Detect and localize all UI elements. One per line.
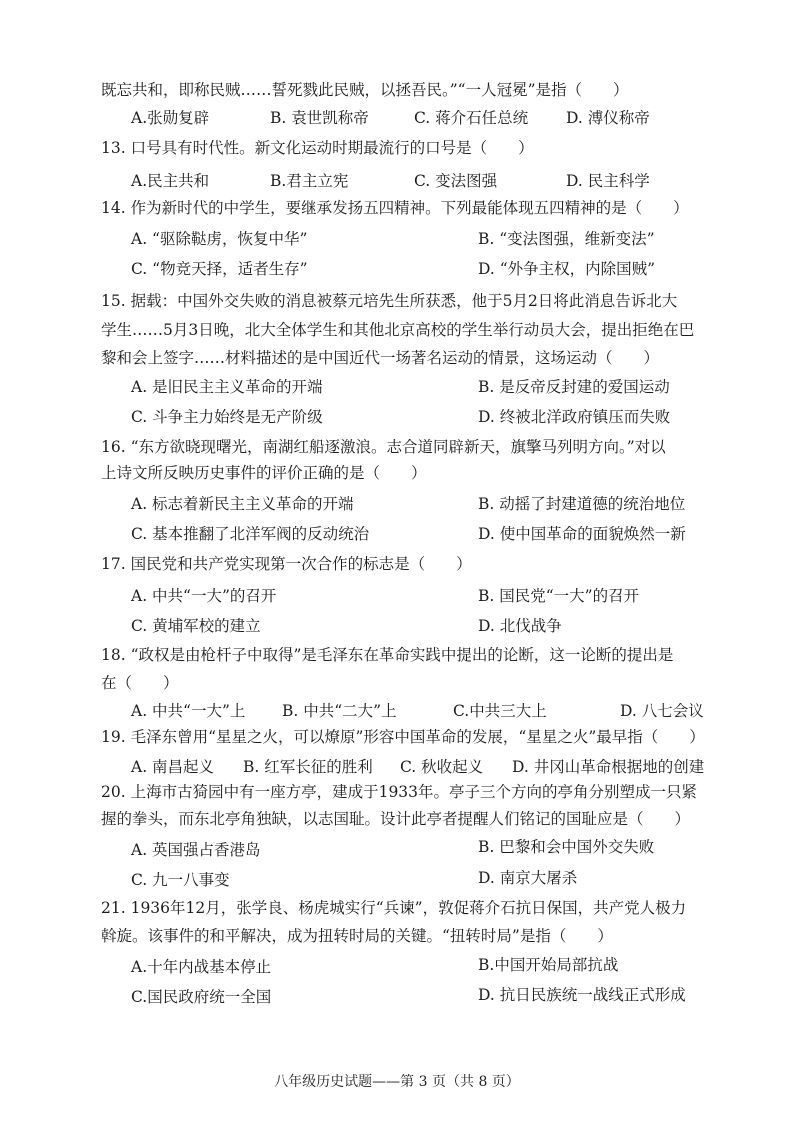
question-17-option-d: D. 北伐战争 xyxy=(478,617,562,635)
question-16-option-a: A. 标志着新民主主义革命的开端 xyxy=(131,495,354,513)
question-14-option-a: A. “驱除鞑虏，恢复中华” xyxy=(131,230,308,248)
question-20-stem-line-2: 握的拳头，而东北亭角独缺，以志国耻。设计此亭者提醒人们铭记的国耻应是（ ） xyxy=(101,810,691,828)
question-19-option-d: D. 井冈山革命根据地的创建 xyxy=(512,758,705,776)
question-17-option-b: B. 国民党“一大”的召开 xyxy=(478,587,640,605)
page-footer: 八年级历史试题——第 3 页（共 8 页） xyxy=(274,1074,520,1090)
question-13-option-a: A.民主共和 xyxy=(131,172,210,190)
question-13-option-c: C. 变法图强 xyxy=(414,172,498,190)
question-18-stem-line-1: 18. “政权是由枪杆子中取得”是毛泽东在革命实践中提出的论断，这一论断的提出是 xyxy=(101,646,674,664)
question-20-stem-line-1: 20. 上海市古猗园中有一座方亭，建成于1933年。亭子三个方向的亭角分别塑成一只紧 xyxy=(101,783,698,801)
question-15-option-c: C. 斗争主力始终是无产阶级 xyxy=(131,408,323,426)
question-19-option-c: C. 秋收起义 xyxy=(400,758,484,776)
question-12-option-a: A.张勋复辟 xyxy=(131,109,210,127)
question-15-option-a: A. 是旧民主主义革命的开端 xyxy=(131,378,323,396)
question-17-option-c: C. 黄埔军校的建立 xyxy=(131,617,261,635)
question-14-stem: 14. 作为新时代的中学生，要继承发扬五四精神。下列最能体现五四精神的是（ ） xyxy=(101,199,689,217)
question-19-stem: 19. 毛泽东曾用“星星之火，可以燎原”形容中国革命的发展，“星星之火”最早指（ ） xyxy=(101,728,705,746)
question-21-option-c: C.国民政府统一全国 xyxy=(131,988,272,1006)
question-16-stem-line-1: 16. “东方欲晓现曙光，南湖红船逐激浪。志合道同辟新天，旗擎马列明方向。”对以 xyxy=(101,438,666,456)
question-15-stem-line-1: 15. 据载：中国外交失败的消息被蔡元培先生所获悉，他于5月2日将此消息告诉北大 xyxy=(101,292,678,310)
question-18-option-d: D. 八七会议 xyxy=(620,702,704,720)
question-21-option-a: A.十年内战基本停止 xyxy=(131,958,272,976)
question-16-option-d: D. 使中国革命的面貌焕然一新 xyxy=(478,525,686,543)
question-15-stem-line-2: 学生……5月3日晚，北大全体学生和其他北京高校的学生举行动员大会，提出拒绝在巴 xyxy=(101,321,695,339)
question-18-stem-line-2: 在（ ） xyxy=(101,674,179,692)
question-18-option-b: B. 中共“二大”上 xyxy=(282,702,397,720)
question-16-stem-line-2: 上诗文所反映历史事件的评价正确的是（ ） xyxy=(101,464,427,482)
question-21-option-d: D. 抗日民族统一战线正式形成 xyxy=(478,986,686,1004)
question-13-stem: 13. 口号具有时代性。新文化运动时期最流行的口号是（ ） xyxy=(101,139,534,157)
question-21-option-b: B.中国开始局部抗战 xyxy=(478,956,619,974)
question-20-option-b: B. 巴黎和会中国外交失败 xyxy=(478,838,655,856)
question-14-option-c: C. “物竞天择，适者生存” xyxy=(131,260,308,278)
question-19-option-a: A. 南昌起义 xyxy=(131,758,215,776)
question-20-option-a: A. 英国强占香港岛 xyxy=(131,841,261,859)
question-18-option-a: A. 中共“一大”上 xyxy=(131,702,246,720)
question-20-option-d: D. 南京大屠杀 xyxy=(478,869,578,887)
question-16-option-b: B. 动摇了封建道德的统治地位 xyxy=(478,495,686,513)
question-15-option-b: B. 是反帝反封建的爱国运动 xyxy=(478,378,670,396)
question-16-option-c: C. 基本推翻了北洋军阀的反动统治 xyxy=(131,525,370,543)
question-14-option-b: B. “变法图强，维新变法” xyxy=(478,230,655,248)
question-13-option-b: B.君主立宪 xyxy=(270,172,349,190)
question-13-option-d: D. 民主科学 xyxy=(566,172,650,190)
question-21-stem-line-2: 斡旋。该事件的和平解决，成为扭转时局的关键。“扭转时局”是指（ ） xyxy=(101,927,613,945)
question-15-option-d: D. 终被北洋政府镇压而失败 xyxy=(478,408,671,426)
question-12-option-b: B. 袁世凯称帝 xyxy=(270,109,369,127)
question-15-stem-line-3: 黎和会上签字……材料描述的是中国近代一场著名运动的情景，这场运动（ ） xyxy=(101,349,660,367)
question-20-option-c: C. 九一八事变 xyxy=(131,871,230,889)
question-12-stem: 既忘共和，即称民贼……誓死戮此民贼，以拯吾民。”“一人冠冕”是指（ ） xyxy=(101,81,629,99)
question-19-option-b: B. 红军长征的胜利 xyxy=(243,758,373,776)
question-17-option-a: A. 中共“一大”的召开 xyxy=(131,587,277,605)
question-17-stem: 17. 国民党和共产党实现第一次合作的标志是（ ） xyxy=(101,555,472,573)
question-18-option-c: C.中共三大上 xyxy=(453,702,547,720)
question-21-stem-line-1: 21. 1936年12月，张学良、杨虎城实行“兵谏”，敦促蒋介石抗日保国，共产党人极力 xyxy=(101,899,687,917)
question-12-option-c: C. 蒋介石任总统 xyxy=(414,109,529,127)
question-12-option-d: D. 溥仪称帝 xyxy=(566,109,650,127)
question-14-option-d: D. “外争主权，内除国贼” xyxy=(478,260,656,278)
